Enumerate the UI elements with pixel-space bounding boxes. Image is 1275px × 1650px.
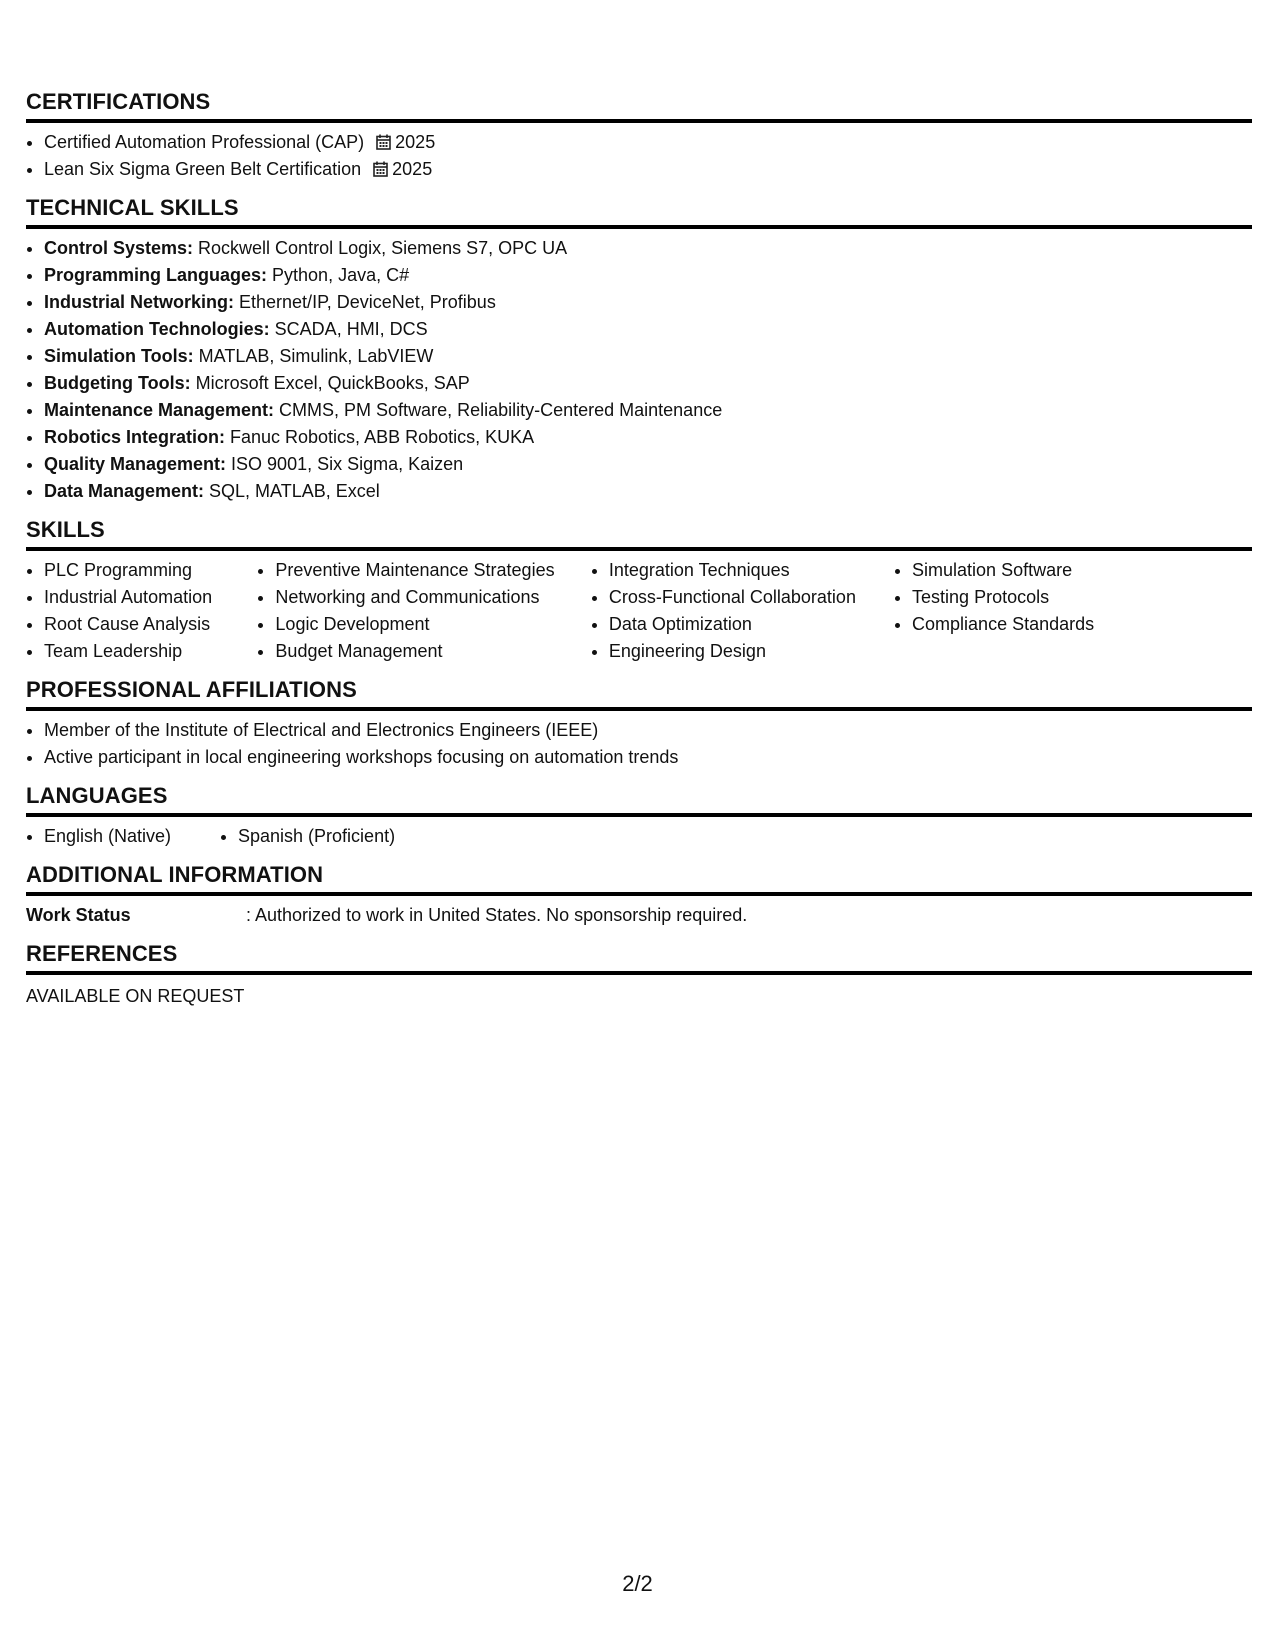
languages-list [26, 823, 220, 850]
work-status-row [26, 902, 1252, 929]
additional-info-section [26, 862, 1252, 929]
section-heading-additional-info: ADDITIONAL INFORMATION [26, 862, 1252, 896]
skill-category-value: Rockwell Control Logix, Siemens S7, OPC UA [193, 238, 568, 258]
skill-category-value: SCADA, HMI, DCS [269, 319, 428, 339]
list-item [44, 156, 1252, 183]
section-heading-technical-skills: TECHNICAL SKILLS [26, 195, 1252, 229]
skill-category-value: Python, Java, C# [267, 265, 410, 285]
section-heading-languages: LANGUAGES [26, 783, 1252, 817]
section-heading-references: REFERENCES [26, 941, 1252, 975]
list-item [44, 397, 1252, 424]
skills-column [591, 557, 894, 665]
skill-category-label: Automation Technologies: [44, 319, 270, 339]
list-item: • Active participant in local engineering workshops focusing on automation trends [44, 744, 1252, 771]
skill-category-label: Maintenance Management: [44, 400, 275, 420]
skill-category-value: Microsoft Excel, QuickBooks, SAP [190, 373, 470, 393]
skill-category-label: Control Systems: [44, 238, 194, 258]
list-item [44, 424, 1252, 451]
list-item [44, 235, 1252, 262]
list-item: • Compliance Standards [912, 611, 1252, 638]
languages-row [26, 823, 1252, 850]
list-item: • English (Native) [44, 823, 220, 850]
skill-category-value: SQL, MATLAB, Excel [204, 481, 380, 501]
list-item [44, 451, 1252, 478]
skills-column [26, 557, 257, 665]
skills-column [894, 557, 1252, 665]
section-heading-affiliations: PROFESSIONAL AFFILIATIONS [26, 677, 1252, 711]
calendar-icon [373, 161, 388, 177]
resume-page [26, 0, 1252, 1022]
skill-category-label: Budgeting Tools: [44, 373, 191, 393]
skills-grid [26, 557, 1252, 665]
list-item: • Data Optimization [609, 611, 894, 638]
list-item: • Root Cause Analysis [44, 611, 257, 638]
skill-category-value: MATLAB, Simulink, LabVIEW [193, 346, 434, 366]
list-item [44, 129, 1252, 156]
references-section [26, 941, 1252, 1010]
list-item: • Networking and Communications [275, 584, 590, 611]
section-heading-skills: SKILLS [26, 517, 1252, 551]
list-item: • Simulation Software [912, 557, 1252, 584]
list-item: • PLC Programming [44, 557, 257, 584]
list-item [44, 370, 1252, 397]
list-item: • Spanish (Proficient) [238, 823, 395, 850]
skills-section [26, 517, 1252, 665]
list-item: • Industrial Automation [44, 584, 257, 611]
affiliations-list [26, 717, 1252, 771]
list-item [44, 262, 1252, 289]
languages-list [220, 823, 395, 850]
skill-category-label: Simulation Tools: [44, 346, 194, 366]
list-item: • Team Leadership [44, 638, 257, 665]
certification-year: 2025 [392, 159, 433, 179]
certification-year: 2025 [395, 132, 436, 152]
certifications-list [26, 129, 1252, 183]
skill-category-label: Industrial Networking: [44, 292, 235, 312]
calendar-icon [376, 134, 391, 150]
skill-category-label: Robotics Integration: [44, 427, 225, 447]
skill-category-value: ISO 9001, Six Sigma, Kaizen [226, 454, 464, 474]
list-item [44, 343, 1252, 370]
list-item: • Logic Development [275, 611, 590, 638]
references-text: AVAILABLE ON REQUEST [26, 986, 245, 1006]
list-item [44, 316, 1252, 343]
list-item: • Engineering Design [609, 638, 894, 665]
list-item: • Preventive Maintenance Strategies [275, 557, 590, 584]
list-item: • Member of the Institute of Electrical and Electronics Engineers (IEEE) [44, 717, 1252, 744]
technical-skills-list [26, 235, 1252, 505]
skills-column [257, 557, 590, 665]
list-item: • Cross-Functional Collaboration [609, 584, 894, 611]
list-item [44, 289, 1252, 316]
certifications-section [26, 89, 1252, 183]
skill-category-label: Quality Management: [44, 454, 227, 474]
skill-category-value: CMMS, PM Software, Reliability-Centered Maintenance [274, 400, 723, 420]
technical-skills-section [26, 195, 1252, 505]
languages-section [26, 783, 1252, 850]
list-item: • Testing Protocols [912, 584, 1252, 611]
skill-category-value: Ethernet/IP, DeviceNet, Profibus [234, 292, 496, 312]
list-item: • Integration Techniques [609, 557, 894, 584]
page-number: 2/2 [622, 1571, 653, 1596]
certification-name: Certified Automation Professional (CAP) [44, 132, 365, 152]
list-item [44, 478, 1252, 505]
skill-category-label: Data Management: [44, 481, 205, 501]
skill-category-value: Fanuc Robotics, ABB Robotics, KUKA [225, 427, 535, 447]
certification-name: Lean Six Sigma Green Belt Certification [44, 159, 362, 179]
work-status-label: Work Status [26, 905, 131, 925]
affiliations-section [26, 677, 1252, 771]
work-status-value: : Authorized to work in United States. No sponsorship required. [246, 905, 748, 925]
skill-category-label: Programming Languages: [44, 265, 268, 285]
list-item: • Budget Management [275, 638, 590, 665]
section-heading-certifications: CERTIFICATIONS [26, 89, 1252, 123]
